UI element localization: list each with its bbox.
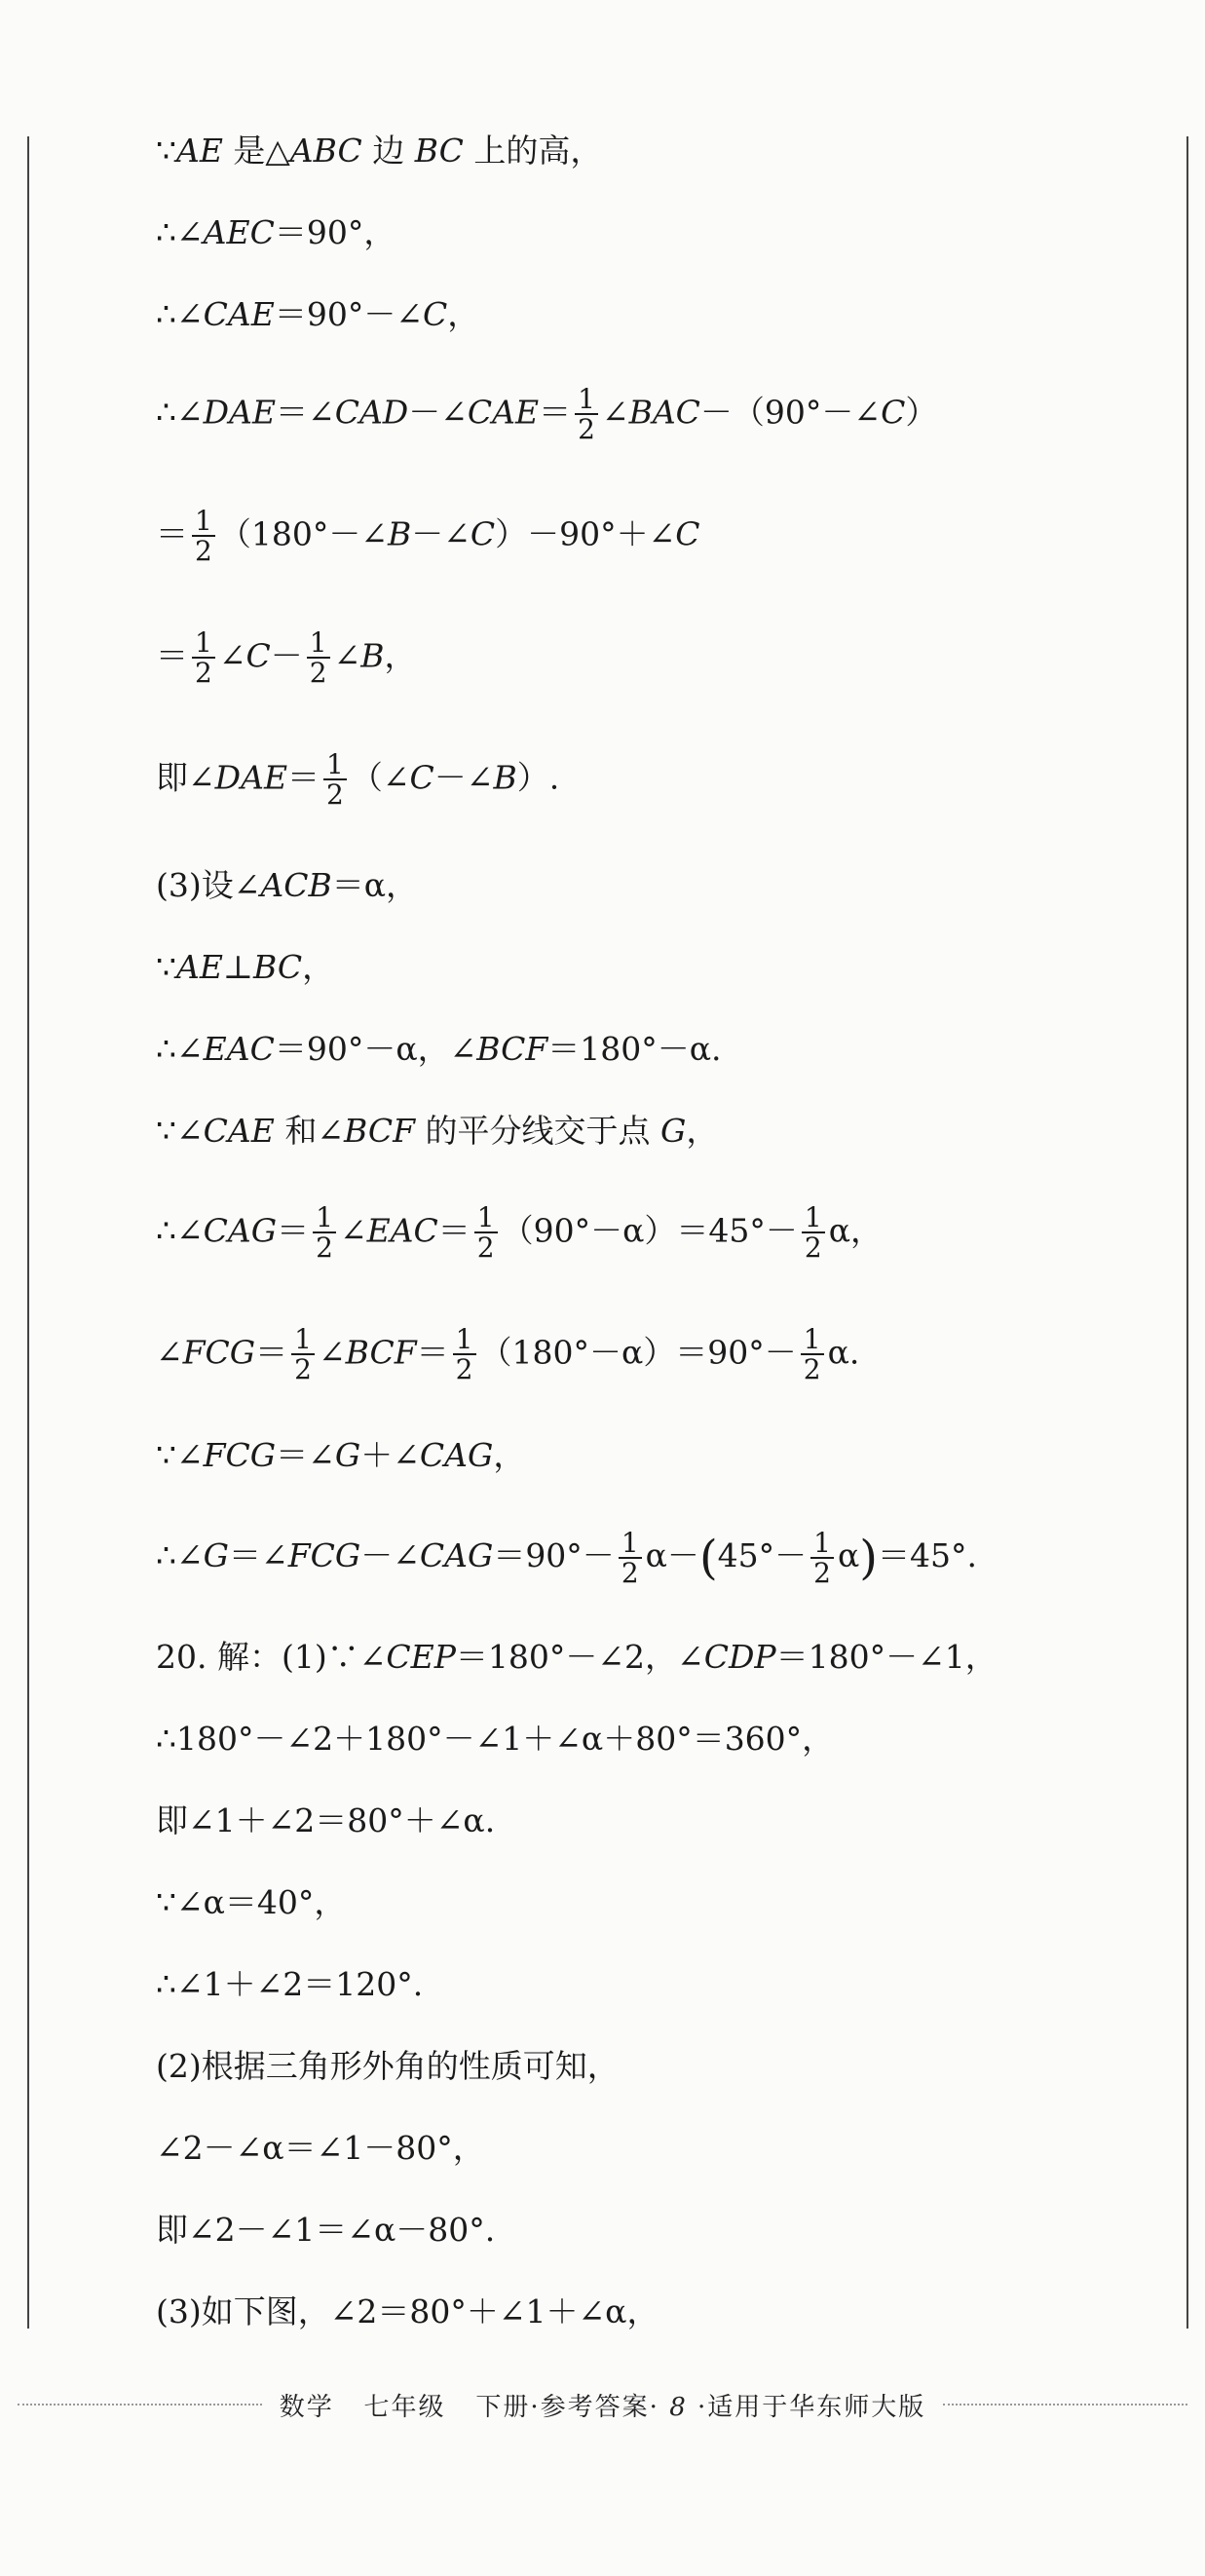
- line-20: ∴∠1＋∠2＝120°.: [156, 1965, 424, 2003]
- line-16: 20. 解：(1)∵∠CEP＝180°－∠2，∠CDP＝180°－∠1，: [156, 1638, 998, 1676]
- footer-dotted-rule-right: [943, 2404, 1187, 2406]
- page-footer: [0, 2385, 1205, 2424]
- fraction: $\frac{1}{2}$: [307, 628, 330, 688]
- footer-volume: 下册: [475, 2392, 531, 2422]
- line-05: ＝ $\frac{1}{2}$ （180°－∠B－∠C）－90°＋∠C: [156, 505, 700, 568]
- line-07: 即∠DAE＝ $\frac{1}{2}$ （∠C－∠B）.: [156, 748, 560, 812]
- fraction: $\frac{1}{2}$: [474, 1203, 498, 1263]
- fraction: $\frac{1}{2}$: [802, 1203, 825, 1263]
- fraction: $\frac{1}{2}$: [575, 385, 598, 444]
- line-21: (2)根据三角形外角的性质可知，: [156, 2047, 620, 2085]
- fraction: $\frac{1}{2}$: [291, 1325, 315, 1384]
- left-margin-rule: [27, 136, 29, 2329]
- footer-grade: 七年级: [363, 2392, 446, 2422]
- line-14: ∵∠FCG＝∠G＋∠CAG，: [156, 1436, 526, 1474]
- line-03: ∴∠CAE＝90°－∠C，: [156, 295, 480, 333]
- fraction: $\frac{1}{2}$: [801, 1325, 824, 1384]
- footer-text: 数学 七年级 下册·参考答案· 8 ·适用于华东师大版: [279, 2392, 926, 2422]
- fraction: $\frac{1}{2}$: [619, 1529, 642, 1588]
- line-24: (3)如下图，∠2＝80°＋∠1＋∠α，: [156, 2292, 659, 2330]
- line-01: ∵AE 是△ABC 边 BC 上的高，: [156, 132, 603, 170]
- fraction: $\frac{1}{2}$: [192, 628, 215, 688]
- line-09: ∵AE⊥BC，: [156, 948, 335, 986]
- fraction: $\frac{1}{2}$: [313, 1203, 336, 1263]
- right-margin-rule: [1186, 136, 1188, 2329]
- line-23: 即∠2－∠1＝∠α－80°.: [156, 2211, 496, 2249]
- footer-edition: 适用于华东师大版: [707, 2392, 926, 2422]
- line-22: ∠2－∠α＝∠1－80°，: [156, 2129, 485, 2167]
- line-12: ∴∠CAG＝ $\frac{1}{2}$ ∠EAC＝ $\frac{1}{2}$ （90°－α）＝45°－ $\frac{1}{2}$ α，: [156, 1201, 883, 1265]
- fraction: $\frac{1}{2}$: [453, 1325, 476, 1384]
- page-number: 8: [669, 2392, 688, 2422]
- line-18: 即∠1＋∠2＝80°＋∠α.: [156, 1801, 496, 1839]
- line-04: ∴∠DAE＝∠CAD－∠CAE＝ $\frac{1}{2}$ ∠BAC－（90°－∠C）: [156, 383, 938, 446]
- line-10: ∴∠EAC＝90°－α，∠BCF＝180°－α.: [156, 1030, 722, 1068]
- line-19: ∵∠α＝40°，: [156, 1883, 347, 1921]
- footer-section: 参考答案: [540, 2392, 650, 2422]
- footer-subject: 数学: [279, 2392, 334, 2422]
- line-02: ∴∠AEC＝90°，: [156, 213, 396, 251]
- fraction: $\frac{1}{2}$: [323, 750, 347, 810]
- line-08: (3)设∠ACB＝α，: [156, 866, 419, 904]
- fraction: $\frac{1}{2}$: [192, 507, 215, 566]
- line-13: ∠FCG＝ $\frac{1}{2}$ ∠BCF＝ $\frac{1}{2}$ （180°－α）＝90°－ $\frac{1}{2}$ α.: [156, 1323, 860, 1386]
- line-06: ＝ $\frac{1}{2}$ ∠C－ $\frac{1}{2}$ ∠B，: [156, 626, 417, 690]
- line-15: ∴∠G＝∠FCG－∠CAG＝90°－ $\frac{1}{2}$ α－(45°－ $\frac{1}{2}$ α)＝45°.: [156, 1526, 978, 1590]
- line-17: ∴180°－∠2＋180°－∠1＋∠α＋80°＝360°，: [156, 1720, 835, 1758]
- fraction: $\frac{1}{2}$: [810, 1529, 834, 1588]
- footer-dotted-rule-left: [18, 2404, 262, 2406]
- line-11: ∵∠CAE 和∠BCF 的平分线交于点 G，: [156, 1112, 719, 1150]
